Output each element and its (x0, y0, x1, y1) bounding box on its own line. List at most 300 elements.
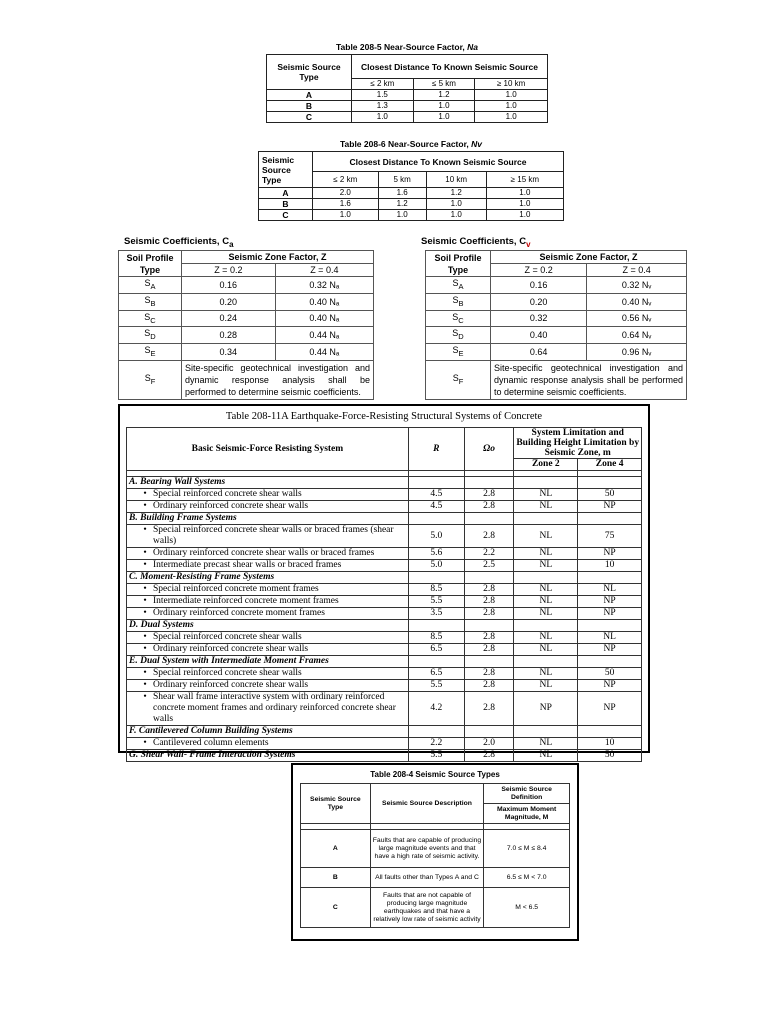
value-cell-z2: NL (514, 738, 578, 750)
value-cell-z4: 50 (578, 489, 642, 501)
col-desc: Seismic Source Description (370, 784, 484, 824)
value-cell-r: 5.5 (408, 596, 464, 608)
value-cell: 1.0 (475, 101, 548, 112)
value-cell-z2 (514, 477, 578, 489)
value-cell: 0.32 Nᵥ (587, 277, 687, 294)
value-cell: 1.0 (352, 112, 414, 123)
table-208-4 (300, 783, 570, 928)
value-cell-z2 (514, 656, 578, 668)
table-row (301, 888, 570, 928)
col-soil-profile: Soil Profile Type (119, 251, 182, 277)
system-cell (127, 608, 409, 620)
title-text: Seismic Coefficients, C (421, 236, 527, 247)
col-soil-profile: Soil Profile Type (426, 251, 491, 277)
col-def: Seismic Source Definition (484, 784, 570, 804)
def-cell: 7.0 ≤ M ≤ 8.4 (484, 830, 570, 868)
group-row (127, 620, 642, 632)
profile-cell (119, 344, 182, 361)
system-label: Special reinforced concrete shear walls or braced frames (shear walls) (153, 525, 394, 546)
value-cell-omega: 2.8 (464, 501, 514, 513)
value-cell: 1.0 (378, 210, 426, 221)
profile-cell (426, 293, 491, 310)
value-cell-r (408, 572, 464, 584)
value-cell-z2: NL (514, 668, 578, 680)
profile-cell (426, 344, 491, 361)
table-row (119, 277, 374, 294)
group-label: B. Building Frame Systems (127, 513, 409, 525)
value-cell: 1.6 (313, 199, 379, 210)
value-cell-z4 (578, 726, 642, 738)
value-cell: 0.20 (182, 293, 276, 310)
group-row (127, 750, 642, 762)
value-cell-r: 4.5 (408, 489, 464, 501)
value-cell-z4: 50 (578, 668, 642, 680)
desc-cell: All faults other than Types A and C (370, 868, 484, 888)
bullet-icon: • (143, 644, 147, 654)
desc-cell: Faults that are capable of producing large magnitude events and that have a high rate of seismic activity. (370, 830, 484, 868)
profile-letter: S (144, 345, 151, 356)
value-cell: 0.96 Nᵥ (587, 344, 687, 361)
source-type-cell: A (259, 188, 313, 199)
table-row (127, 680, 642, 692)
bullet-icon: • (143, 738, 147, 748)
profile-letter: S (144, 294, 151, 305)
caption-text: Table 208-5 Near-Source Factor, (335, 42, 468, 52)
profile-sub: C (458, 315, 464, 325)
value-cell: 0.44 Nₐ (275, 344, 373, 361)
value-cell-z4 (578, 572, 642, 584)
table-row (119, 310, 374, 327)
z-header: Z = 0.2 (491, 264, 587, 277)
group-row (127, 477, 642, 489)
value-cell-omega: 2.8 (464, 668, 514, 680)
dist-header: 5 km (378, 172, 426, 188)
system-cell (127, 632, 409, 644)
value-cell-z2 (514, 513, 578, 525)
profile-sub: B (458, 298, 464, 308)
table-row (127, 644, 642, 656)
table-row (127, 548, 642, 560)
value-cell: 0.32 (491, 310, 587, 327)
dist-header: ≤ 2 km (313, 172, 379, 188)
table-row (127, 584, 642, 596)
table-row (301, 830, 570, 868)
profile-cell (426, 310, 491, 327)
group-row (127, 513, 642, 525)
system-cell (127, 584, 409, 596)
value-cell-r (408, 513, 464, 525)
system-label: Intermediate reinforced concrete moment frames (153, 596, 339, 606)
system-cell (127, 548, 409, 560)
value-cell-omega: 2.8 (464, 692, 514, 726)
value-cell-z4: NP (578, 501, 642, 513)
group-label: F. Cantilevered Column Building Systems (127, 726, 409, 738)
col-type: Seismic Source Type (301, 784, 371, 824)
value-cell-z2 (514, 726, 578, 738)
system-label: Ordinary reinforced concrete shear walls (153, 644, 309, 654)
system-label: Special reinforced concrete shear walls (153, 668, 302, 678)
value-cell: 1.6 (378, 188, 426, 199)
value-cell-r: 6.5 (408, 668, 464, 680)
col-source-type: Seismic Source Type (259, 152, 313, 188)
bullet-icon: • (143, 596, 147, 606)
value-cell-omega: 2.8 (464, 632, 514, 644)
coef-v-table (425, 250, 687, 400)
col-distance: Closest Distance To Known Seismic Source (352, 55, 548, 79)
value-cell-z2: NL (514, 560, 578, 572)
value-cell: 1.0 (413, 112, 475, 123)
table-row (127, 501, 642, 513)
system-cell (127, 668, 409, 680)
value-cell: 0.40 Nₐ (275, 293, 373, 310)
profile-letter: S (144, 311, 151, 322)
profile-letter: S (452, 294, 459, 305)
table-row (267, 90, 548, 101)
table-row (127, 668, 642, 680)
profile-letter: S (144, 278, 151, 288)
group-label: C. Moment-Resisting Frame Systems (127, 572, 409, 584)
value-cell-z4: NP (578, 548, 642, 560)
z-header: Z = 0.4 (587, 264, 687, 277)
value-cell-z4 (578, 620, 642, 632)
value-cell-z4: NP (578, 692, 642, 726)
profile-sub: A (458, 281, 464, 291)
table-row (426, 277, 687, 294)
group-row (127, 656, 642, 668)
value-cell-r: 5.6 (408, 548, 464, 560)
value-cell-omega (464, 477, 514, 489)
bullet-icon: • (143, 584, 147, 594)
sf-description: Site-specific geotechnical investigation and dynamic response analysis shall be performed to determine seismic coefficients. (182, 360, 374, 399)
dist-header: ≤ 5 km (413, 79, 475, 90)
table-row (127, 489, 642, 501)
col-distance: Closest Distance To Known Seismic Source (313, 152, 564, 172)
z-header: Z = 0.4 (275, 264, 373, 277)
value-cell: 1.3 (352, 101, 414, 112)
desc-cell: Faults that are not capable of producing large magnitude earthquakes and that have a relatively low rate of seismic activity (370, 888, 484, 928)
value-cell: 1.0 (486, 199, 563, 210)
value-cell-z4: NP (578, 596, 642, 608)
bullet-icon: • (143, 680, 147, 690)
bullet-icon: • (143, 525, 147, 535)
value-cell-r (408, 656, 464, 668)
table-208-4-caption: Table 208-4 Seismic Source Types (370, 770, 500, 779)
z-header: Z = 0.2 (182, 264, 276, 277)
value-cell: 2.0 (313, 188, 379, 199)
system-cell (127, 489, 409, 501)
value-cell-z2: NL (514, 680, 578, 692)
coef-v-title (421, 236, 530, 249)
table-row (259, 210, 564, 221)
value-cell-z4: NL (578, 632, 642, 644)
bullet-icon: • (143, 608, 147, 618)
table-208-6 (258, 151, 564, 221)
profile-cell (426, 277, 491, 294)
value-cell-z2: NL (514, 632, 578, 644)
col-mag: Maximum Moment Magnitude, M (484, 804, 570, 824)
value-cell-r: 4.2 (408, 692, 464, 726)
group-label: A. Bearing Wall Systems (127, 477, 409, 489)
profile-letter: S (452, 373, 459, 384)
value-cell-r: 4.5 (408, 501, 464, 513)
table-row (267, 112, 548, 123)
def-cell: M < 6.5 (484, 888, 570, 928)
table-208-4-frame (291, 763, 579, 941)
profile-sub: D (150, 332, 156, 342)
system-cell (127, 525, 409, 548)
table-row (127, 560, 642, 572)
table-row (119, 327, 374, 344)
system-label: Special reinforced concrete shear walls (153, 489, 302, 499)
coef-a-title (124, 236, 233, 249)
system-cell (127, 680, 409, 692)
value-cell-z4: 50 (578, 750, 642, 762)
value-cell-omega: 2.8 (464, 584, 514, 596)
group-label: E. Dual System with Intermediate Moment Frames (127, 656, 409, 668)
profile-sub: D (458, 332, 464, 342)
col-zone-factor: Seismic Zone Factor, Z (182, 251, 374, 264)
value-cell: 1.0 (426, 210, 486, 221)
system-cell (127, 560, 409, 572)
value-cell-z4: 75 (578, 525, 642, 548)
col-limit: System Limitation and Building Height Limitation by Seismic Zone, m (514, 428, 642, 459)
table-row (127, 692, 642, 726)
value-cell: 0.28 (182, 327, 276, 344)
value-cell: 1.2 (426, 188, 486, 199)
caption-var: Nv (471, 139, 483, 149)
value-cell-omega (464, 656, 514, 668)
value-cell-z4: NP (578, 644, 642, 656)
profile-letter: S (144, 373, 151, 384)
profile-cell (426, 360, 491, 399)
def-cell: 6.5 ≤ M < 7.0 (484, 868, 570, 888)
value-cell-z2: NL (514, 750, 578, 762)
value-cell: 1.0 (486, 210, 563, 221)
value-cell-omega: 2.8 (464, 750, 514, 762)
dist-header: 10 km (426, 172, 486, 188)
title-text: Seismic Coefficients, C (124, 236, 230, 247)
bullet-icon: • (143, 501, 147, 511)
value-cell-omega: 2.8 (464, 489, 514, 501)
col-source-type: Seismic Source Type (267, 55, 352, 90)
system-label: Cantilevered column elements (153, 738, 269, 748)
value-cell: 0.40 (491, 327, 587, 344)
value-cell-z2: NL (514, 596, 578, 608)
col-r: R (408, 428, 464, 471)
source-type-cell: C (267, 112, 352, 123)
system-label: Ordinary reinforced concrete shear walls (153, 680, 309, 690)
profile-sub: F (458, 376, 464, 386)
value-cell-r: 8.5 (408, 632, 464, 644)
value-cell-omega: 2.8 (464, 596, 514, 608)
value-cell: 0.34 (182, 344, 276, 361)
value-cell: 0.64 Nᵥ (587, 327, 687, 344)
table-row (127, 608, 642, 620)
value-cell: 1.0 (413, 101, 475, 112)
value-cell-z2: NP (514, 692, 578, 726)
caption-text: Table 208-6 Near-Source Factor, (339, 139, 472, 149)
value-cell-z4: 10 (578, 738, 642, 750)
profile-cell (119, 277, 182, 294)
value-cell: 0.64 (491, 344, 587, 361)
system-label: Special reinforced concrete moment frames (153, 584, 319, 594)
group-row (127, 726, 642, 738)
value-cell: 0.32 Nₐ (275, 277, 373, 294)
table-row (259, 188, 564, 199)
value-cell-z4 (578, 477, 642, 489)
value-cell-z4: 10 (578, 560, 642, 572)
system-cell (127, 596, 409, 608)
value-cell-omega: 2.8 (464, 644, 514, 656)
value-cell-omega: 2.5 (464, 560, 514, 572)
value-cell-z4: NP (578, 680, 642, 692)
value-cell-r: 3.5 (408, 608, 464, 620)
system-label: Intermediate precast shear walls or braced frames (153, 560, 342, 570)
profile-sub: C (150, 315, 156, 325)
value-cell-omega: 2.2 (464, 548, 514, 560)
value-cell-omega: 2.0 (464, 738, 514, 750)
value-cell-omega (464, 513, 514, 525)
system-label: Ordinary reinforced concrete shear walls (153, 501, 309, 511)
value-cell-r (408, 620, 464, 632)
system-cell (127, 738, 409, 750)
table-row (426, 327, 687, 344)
value-cell: 1.0 (475, 112, 548, 123)
value-cell-omega: 2.8 (464, 525, 514, 548)
system-label: Shear wall frame interactive system with ordinary reinforced concrete moment frames and ordinary reinforced concrete shear walls (153, 692, 396, 724)
profile-cell (119, 310, 182, 327)
value-cell: 1.0 (426, 199, 486, 210)
value-cell-omega (464, 726, 514, 738)
profile-cell (119, 360, 182, 399)
system-label: Ordinary reinforced concrete shear walls or braced frames (153, 548, 375, 558)
source-type-cell: B (259, 199, 313, 210)
value-cell-z2: NL (514, 489, 578, 501)
table-row (127, 525, 642, 548)
table-row (267, 101, 548, 112)
table-row (127, 738, 642, 750)
title-sub: v (526, 239, 531, 249)
value-cell-z2: NL (514, 525, 578, 548)
value-cell-z2 (514, 620, 578, 632)
profile-sub: F (150, 376, 156, 386)
system-cell (127, 692, 409, 726)
table-208-11a-caption: Table 208-11A Earthquake-Force-Resisting Structural Systems of Concrete (225, 411, 543, 422)
bullet-icon: • (143, 560, 147, 570)
value-cell-z4: NP (578, 608, 642, 620)
value-cell-r: 6.5 (408, 644, 464, 656)
value-cell: 1.0 (475, 90, 548, 101)
profile-sub: A (150, 281, 156, 291)
bullet-icon: • (143, 632, 147, 642)
table-208-5 (266, 54, 548, 123)
value-cell-r: 5.5 (408, 750, 464, 762)
value-cell: 1.0 (486, 188, 563, 199)
profile-letter: S (452, 278, 459, 288)
dist-header: ≥ 15 km (486, 172, 563, 188)
group-row (127, 572, 642, 584)
title-sub: a (229, 239, 234, 249)
value-cell-z2: NL (514, 584, 578, 596)
table-row (426, 310, 687, 327)
type-cell: B (301, 868, 371, 888)
value-cell: 0.40 Nᵥ (587, 293, 687, 310)
value-cell-r: 5.0 (408, 525, 464, 548)
value-cell-omega (464, 572, 514, 584)
value-cell: 0.40 Nₐ (275, 310, 373, 327)
table-row (127, 596, 642, 608)
profile-cell (426, 327, 491, 344)
table-row (127, 632, 642, 644)
value-cell-z2: NL (514, 608, 578, 620)
value-cell-omega: 2.8 (464, 680, 514, 692)
value-cell-r: 5.0 (408, 560, 464, 572)
table-208-5-caption (266, 42, 548, 52)
value-cell: 1.0 (313, 210, 379, 221)
system-cell (127, 501, 409, 513)
value-cell-z2: NL (514, 548, 578, 560)
type-cell: A (301, 830, 371, 868)
table-row (119, 360, 374, 399)
value-cell: 1.2 (413, 90, 475, 101)
source-type-cell: A (267, 90, 352, 101)
profile-cell (119, 293, 182, 310)
bullet-icon: • (143, 668, 147, 678)
col-system: Basic Seismic-Force Resisting System (127, 428, 409, 471)
value-cell-r (408, 726, 464, 738)
value-cell-r: 2.2 (408, 738, 464, 750)
table-208-11a-frame (118, 404, 650, 760)
col-zone-factor: Seismic Zone Factor, Z (491, 251, 687, 264)
table-row (301, 868, 570, 888)
value-cell: 0.16 (491, 277, 587, 294)
dist-header: ≥ 10 km (475, 79, 548, 90)
value-cell-omega (464, 620, 514, 632)
table-row (119, 293, 374, 310)
table-208-11a (126, 427, 642, 762)
value-cell-r: 5.5 (408, 680, 464, 692)
bullet-icon: • (143, 489, 147, 499)
profile-cell (119, 327, 182, 344)
group-label: D. Dual Systems (127, 620, 409, 632)
value-cell: 1.5 (352, 90, 414, 101)
value-cell-omega: 2.8 (464, 608, 514, 620)
value-cell: 0.24 (182, 310, 276, 327)
value-cell-r: 8.5 (408, 584, 464, 596)
value-cell-z4 (578, 656, 642, 668)
value-cell-z4 (578, 513, 642, 525)
value-cell: 0.56 Nᵥ (587, 310, 687, 327)
table-row (426, 293, 687, 310)
profile-letter: S (144, 328, 151, 339)
table-row (426, 360, 687, 399)
value-cell: 1.2 (378, 199, 426, 210)
table-row (259, 199, 564, 210)
value-cell-z2: NL (514, 501, 578, 513)
profile-sub: B (150, 298, 156, 308)
dist-header: ≤ 2 km (352, 79, 414, 90)
group-label: G. Shear Wall- Frame Interaction Systems (127, 750, 409, 762)
sf-description: Site-specific geotechnical investigation and dynamic response analysis shall be performed to determine seismic coefficients. (491, 360, 687, 399)
system-label: Ordinary reinforced concrete moment frames (153, 608, 325, 618)
value-cell: 0.44 Nₐ (275, 327, 373, 344)
caption-var: Na (467, 42, 479, 52)
bullet-icon: • (143, 692, 147, 702)
value-cell-r (408, 477, 464, 489)
col-omega: Ωo (464, 428, 514, 471)
profile-letter: S (452, 328, 459, 339)
source-type-cell: B (267, 101, 352, 112)
